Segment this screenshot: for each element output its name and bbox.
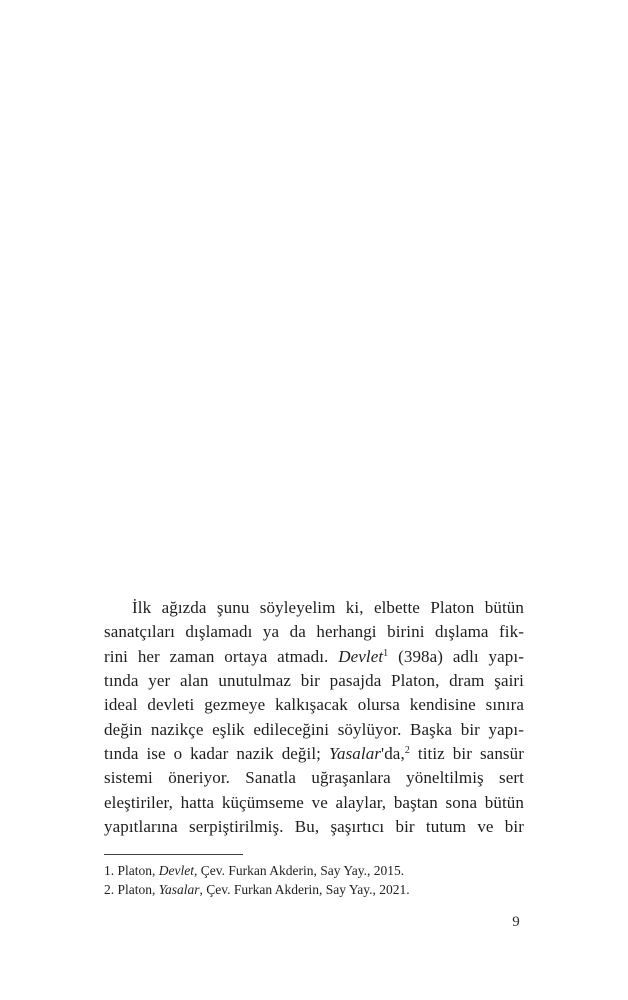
footnotes [104,862,524,899]
paragraph-line [104,645,524,669]
text-run: değin nazikçe eşlik edileceğini söylüyor. Başka bir yapı- [104,719,524,739]
paragraph-line [104,766,524,790]
text-run: yapıtlarına serpiştirilmiş. Bu, şaşırtıcı bir tutum ve bir [104,817,524,837]
text-run: İlk ağızda şunu söyleyelim ki, elbette Platon bütün [132,598,524,617]
paragraph-line [104,815,524,839]
text-run: (398a) adlı yapı- [388,646,524,666]
text-run: tında ise o kadar nazik değil; [104,744,329,764]
text-run: , Çev. Furkan Akderin, Say Yay., 2015. [194,863,405,878]
text-run: ideal devleti gezmeye kalkışacak olursa kendisine sınıra [104,695,524,715]
text-run: 2. Platon, [104,881,159,897]
footnote [104,881,524,900]
italic-text-run: Devlet [158,863,194,878]
footnote [104,862,524,881]
text-run: eleştiriler, hatta küçümseme ve alaylar, baştan sona bütün [104,792,524,812]
paragraph-line [104,669,524,693]
paragraph-line [104,693,524,717]
footnote-reference: 1 [383,647,389,659]
text-run: , Çev. Furkan Akderin, Say Yay., 2021. [199,881,410,897]
body-paragraph [104,596,524,839]
page-number: 9 [512,914,520,930]
paragraph-line [104,596,524,620]
text-run: sistemi öneriyor. Sanatla uğraşanlara yöneltilmiş sert [104,768,524,788]
text-run: 1. Platon, [104,863,159,878]
italic-text-run: Yasalar [158,881,200,897]
text-run: rini her zaman ortaya atmadı. [104,646,339,666]
italic-text-run: Yasalar [328,744,382,764]
footnote-reference: 2 [404,745,410,757]
paragraph-line [104,620,524,644]
paragraph-line [104,791,524,815]
footnote-separator [104,854,243,855]
text-run: 'da, [381,744,405,764]
italic-text-run: Devlet [338,646,384,666]
text-run: sanatçıları dışlamadı ya da herhangi birini dışlama fik- [104,622,524,642]
text-run: tında yer alan unutulmaz bir pasajda Platon, dram şairi [104,671,524,691]
text-run: titiz bir sansür [409,744,524,764]
paragraph-line [104,718,524,742]
paragraph-line [104,742,524,766]
